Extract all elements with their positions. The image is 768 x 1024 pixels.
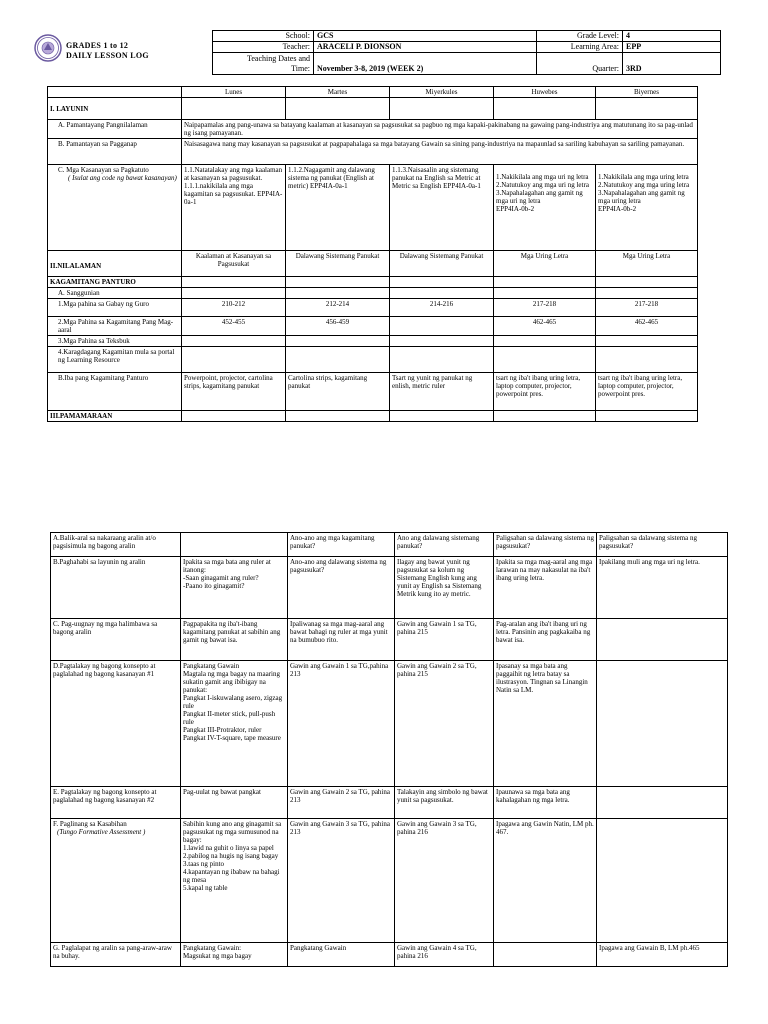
cell: Dalawang Sistemang Panukat	[390, 251, 494, 277]
cell: Ilagay ang bawat yunit ng pagsusukat sa kolum ng Sistemang English kung ang yunit ay English sa Sistemang Metrik kung ito ay metric.	[395, 557, 494, 619]
cell: 1.1.3.Naisasalin ang sistemang panukat na English sa Metric at Metric sa English EPP4IA-0a-1	[390, 165, 494, 251]
row-label-text: C. Mga Kasanayan sa Pagkatuto	[58, 166, 149, 174]
row-label: D.Pagtalakay ng bagong konsepto at paglalahad ng bagong kasanayan #1	[51, 661, 181, 787]
cell	[596, 277, 698, 288]
row-label: G. Paglalapat ng aralin sa pang-araw-araw na buhay.	[51, 943, 181, 967]
performance-standard-text: Naisasagawa nang may kasanayan sa pagsusukat at pagpapahalaga sa mga batayang Gawain sa sining pang-industriya na mapaunlad sa sariling kabuhayan sa sariling pamayanan.	[182, 139, 698, 165]
cell: 1.1.Natatalakay ang mga kaalaman at kasanayan sa pagsusukat. 1.1.1.nakikilala ang mga kagamitan sa pagsusukat. EPP4IA-0a-1	[182, 165, 286, 251]
cell	[182, 277, 286, 288]
cell: 212-214	[286, 299, 390, 317]
cell: Paligsahan sa dalawang sistema ng pagsusukat?	[494, 533, 597, 557]
dates-label-line2: Time:	[291, 63, 310, 73]
dates-label-line1: Teaching Dates and	[247, 53, 310, 63]
cell: Mga Uring Letra	[494, 251, 596, 277]
cell	[286, 98, 390, 120]
cell	[181, 533, 288, 557]
cell	[596, 347, 698, 373]
cell: Ano-ano ang mga kagamitang panukat?	[288, 533, 395, 557]
cell: 1.Nakikilala ang mga uri ng letra 2.Natutukoy ang mga uri ng letra 3.Napahalagahan ang gamit ng mga uri ng letra EPP4IA-0b-2	[494, 165, 596, 251]
cell: 217-218	[596, 299, 698, 317]
cell	[390, 288, 494, 299]
cell: 1.Nakikilala ang mga uring letra 2.Natutukoy ang mga uring letra 3.Napahalagahan ang gamit ng mga uring letra EPP4IA-0b-2	[596, 165, 698, 251]
deped-seal-logo	[34, 34, 62, 62]
grade-label: Grade Level:	[537, 31, 623, 42]
cell	[597, 619, 728, 661]
cell: Ipagawa ang Gawain B, LM ph.465	[597, 943, 728, 967]
dates-label	[213, 53, 314, 75]
row-label: 2.Mga Pahina sa Kagamitang Pang Mag-aaral	[48, 317, 182, 336]
cell	[390, 347, 494, 373]
day-header: Huwebes	[494, 87, 596, 98]
quarter-value: 3RD	[623, 53, 721, 75]
cell: tsart ng iba't ibang uring letra, laptop computer, projector, powerpoint pres.	[596, 373, 698, 411]
cell	[596, 411, 698, 422]
doc-title-line1: GRADES 1 to 12	[66, 41, 129, 50]
cell: 210-212	[182, 299, 286, 317]
cell	[494, 98, 596, 120]
teacher-label: Teacher:	[213, 42, 314, 53]
school-value: GCS	[314, 31, 537, 42]
cell: Powerpoint, projector, cartolina strips, kagamitang panukat	[182, 373, 286, 411]
cell: Ipasanay sa mga bata ang paggaihit ng letra batay sa ilustrasyon. Tingnan sa Linangin Natin sa LM.	[494, 661, 597, 787]
section-nilalaman: II.NILALAMAN	[48, 251, 182, 277]
grade-value: 4	[623, 31, 721, 42]
cell	[494, 277, 596, 288]
lesson-table-1	[47, 86, 698, 422]
day-header: Martes	[286, 87, 390, 98]
cell: Mga Uring Letra	[596, 251, 698, 277]
dates-value: November 3-8, 2019 (WEEK 2)	[314, 53, 537, 75]
cell: tsart ng iba't ibang uring letra, laptop computer, projector, powerpoint pres.	[494, 373, 596, 411]
cell	[182, 336, 286, 347]
section-pamamaraan: III.PAMAMARAAN	[48, 411, 182, 422]
cell	[182, 98, 286, 120]
cell: Gawin ang Gawain 1 sa TG,pahina 213	[288, 661, 395, 787]
cell	[494, 288, 596, 299]
cell	[390, 317, 494, 336]
cell: Pangkatang Gawain: Magsukat ng mga bagay	[181, 943, 288, 967]
section-layunin: I. LAYUNIN	[48, 98, 182, 120]
cell	[286, 336, 390, 347]
cell: Ipakilang muli ang mga uri ng letra.	[597, 557, 728, 619]
cell	[597, 661, 728, 787]
cell: Gawin ang Gawain 1 sa TG, pahina 215	[395, 619, 494, 661]
doc-title	[66, 41, 149, 61]
lesson-table-2	[50, 532, 728, 967]
cell: Gawin ang Gawain 3 sa TG, pahina 213	[288, 819, 395, 943]
cell	[182, 347, 286, 373]
cell: Ipaliwanag sa mga mag-aaral ang bawat bahagi ng ruler at mga yunit na bumubuo rito.	[288, 619, 395, 661]
cell	[494, 411, 596, 422]
cell: Cartolina strips, kagamitang panukat	[286, 373, 390, 411]
quarter-label: Quarter:	[537, 53, 623, 75]
cell	[597, 787, 728, 819]
row-label: B.Iba pang Kagamitang Panturo	[48, 373, 182, 411]
day-header: Miyerkules	[390, 87, 494, 98]
cell	[182, 411, 286, 422]
day-header: Biyernes	[596, 87, 698, 98]
cell: 462-465	[596, 317, 698, 336]
cell: Pag-uulat ng bawat pangkat	[181, 787, 288, 819]
cell	[596, 336, 698, 347]
cell: Ipakita sa mga bata ang ruler at itanong: -Saan ginagamit ang ruler? -Paano ito ginagamit?	[181, 557, 288, 619]
cell: Tsart ng yunit ng panukat ng enlish, metric ruler	[390, 373, 494, 411]
cell: Gawin ang Gawain 2 sa TG, pahina 213	[288, 787, 395, 819]
cell	[182, 288, 286, 299]
cell: Pangkatang Gawain Magtala ng mga bagay na maaring sukatin gamit ang ibibigay na panukat: Pangkat I-iskuwalang asero, zigzag rule Pangkat II-meter stick, pull-push rule Pangkat III-Protraktor, ruler Pangkat IV-T-square, tape measure	[181, 661, 288, 787]
days-corner	[48, 87, 182, 98]
row-label: 3.Mga Pahina sa Teksbuk	[48, 336, 182, 347]
row-label-note: ( Isulat ang code ng bawat kasanayan)	[68, 174, 177, 182]
row-label: 4.Karagdagang Kagamitan mula sa portal ng Learning Resource	[48, 347, 182, 373]
cell: Ano-ano ang dalawang sistema ng pagsusukat?	[288, 557, 395, 619]
cell: Ipakita sa mga mag-aaral ang mga larawan na may nakasulat na iba't ibang uring letra.	[494, 557, 597, 619]
cell	[286, 277, 390, 288]
area-value: EPP	[623, 42, 721, 53]
teacher-value: ARACELI P. DIONSON	[314, 42, 537, 53]
cell	[286, 411, 390, 422]
cell: 1.1.2.Nagagamit ang dalawang sistema ng panukat (English at metric) EPP4IA-0a-1	[286, 165, 390, 251]
content-standard-text: Naipapamalas ang pang-unawa sa batayang kaalaman at kasanayan sa pagsusukat sa pagbuo ng mga kapaki-pakinabang na gawaing pang-industriya ang matutunang ito sa pag-unlad ng isang pamayanan.	[182, 120, 698, 139]
cell	[596, 288, 698, 299]
row-label-text: F. Paglinang sa Kasabihan	[53, 820, 127, 828]
cell: Kaalaman at Kasanayan sa Pagsusukat	[182, 251, 286, 277]
cell	[390, 98, 494, 120]
cell: 214-216	[390, 299, 494, 317]
cell: 217-218	[494, 299, 596, 317]
row-label: A. Sanggunian	[48, 288, 182, 299]
doc-title-line2: DAILY LESSON LOG	[66, 51, 149, 60]
row-label: 1.Mga pahina sa Gabay ng Guro	[48, 299, 182, 317]
cell	[286, 347, 390, 373]
cell: Ipagawa ang Gawin Natin, LM ph. 467.	[494, 819, 597, 943]
cell	[494, 943, 597, 967]
school-label: School:	[213, 31, 314, 42]
cell: Gawin ang Gawain 2 sa TG, pahina 215	[395, 661, 494, 787]
row-label: C. Pag-uugnay ng mga halimbawa sa bagong aralin	[51, 619, 181, 661]
cell: Gawin ang Gawain 3 sa TG, pahina 216	[395, 819, 494, 943]
row-label-note: (Tungo Formative Assessment )	[57, 828, 146, 836]
cell: Pangkatang Gawain	[288, 943, 395, 967]
row-label: B. Pamantayan sa Pagganap	[48, 139, 182, 165]
cell	[390, 336, 494, 347]
row-label: A. Pamantayang Pangnilalaman	[48, 120, 182, 139]
cell	[286, 288, 390, 299]
cell: Ano ang dalawang sistemang panukat?	[395, 533, 494, 557]
cell: Pag-aralan ang iba't ibang uri ng letra. Pansinin ang pagkakaiba ng bawat isa.	[494, 619, 597, 661]
cell: Gawin ang Gawain 4 sa TG, pahina 216	[395, 943, 494, 967]
section-kagamitan: KAGAMITANG PANTURO	[48, 277, 182, 288]
row-label	[51, 819, 181, 943]
cell: Paligsahan sa dalawang sistema ng pagsusukat?	[597, 533, 728, 557]
day-header: Lunes	[182, 87, 286, 98]
row-label: B.Paghahabi sa layunin ng aralin	[51, 557, 181, 619]
cell	[494, 347, 596, 373]
row-label: E. Pagtalakay ng bagong konsepto at paglalahad ng bagong kasanayan #2	[51, 787, 181, 819]
cell: Talakayin ang simbolo ng bawat yunit sa pagsusukat.	[395, 787, 494, 819]
cell	[494, 336, 596, 347]
cell: Sabihin kung ano ang ginagamit sa pagsusukat ng mga sumusunod na bagay: 1.lawid na guhit o linya sa papel 2.pabilog na hugis ng isang bagay 3.taas ng pinto 4.kapantayan ng ibabaw na bahagi ng mesa 5.kapal ng table	[181, 819, 288, 943]
cell: Ipaunawa sa mga bata ang kahalagahan ng mga letra.	[494, 787, 597, 819]
cell: Dalawang Sistemang Panukat	[286, 251, 390, 277]
cell: Pagpapakita ng iba't-ibang kagamitang panukat at sabihin ang gamit ng bawat isa.	[181, 619, 288, 661]
cell: 456-459	[286, 317, 390, 336]
area-label: Learning Area:	[537, 42, 623, 53]
cell	[596, 98, 698, 120]
cell: 462-465	[494, 317, 596, 336]
row-label	[48, 165, 182, 251]
cell	[390, 277, 494, 288]
cell	[597, 819, 728, 943]
cell	[390, 411, 494, 422]
cell: 452-455	[182, 317, 286, 336]
row-label: A.Balik-aral sa nakaraang aralin at/o pagsisimula ng bagong aralin	[51, 533, 181, 557]
header-table	[212, 30, 721, 75]
